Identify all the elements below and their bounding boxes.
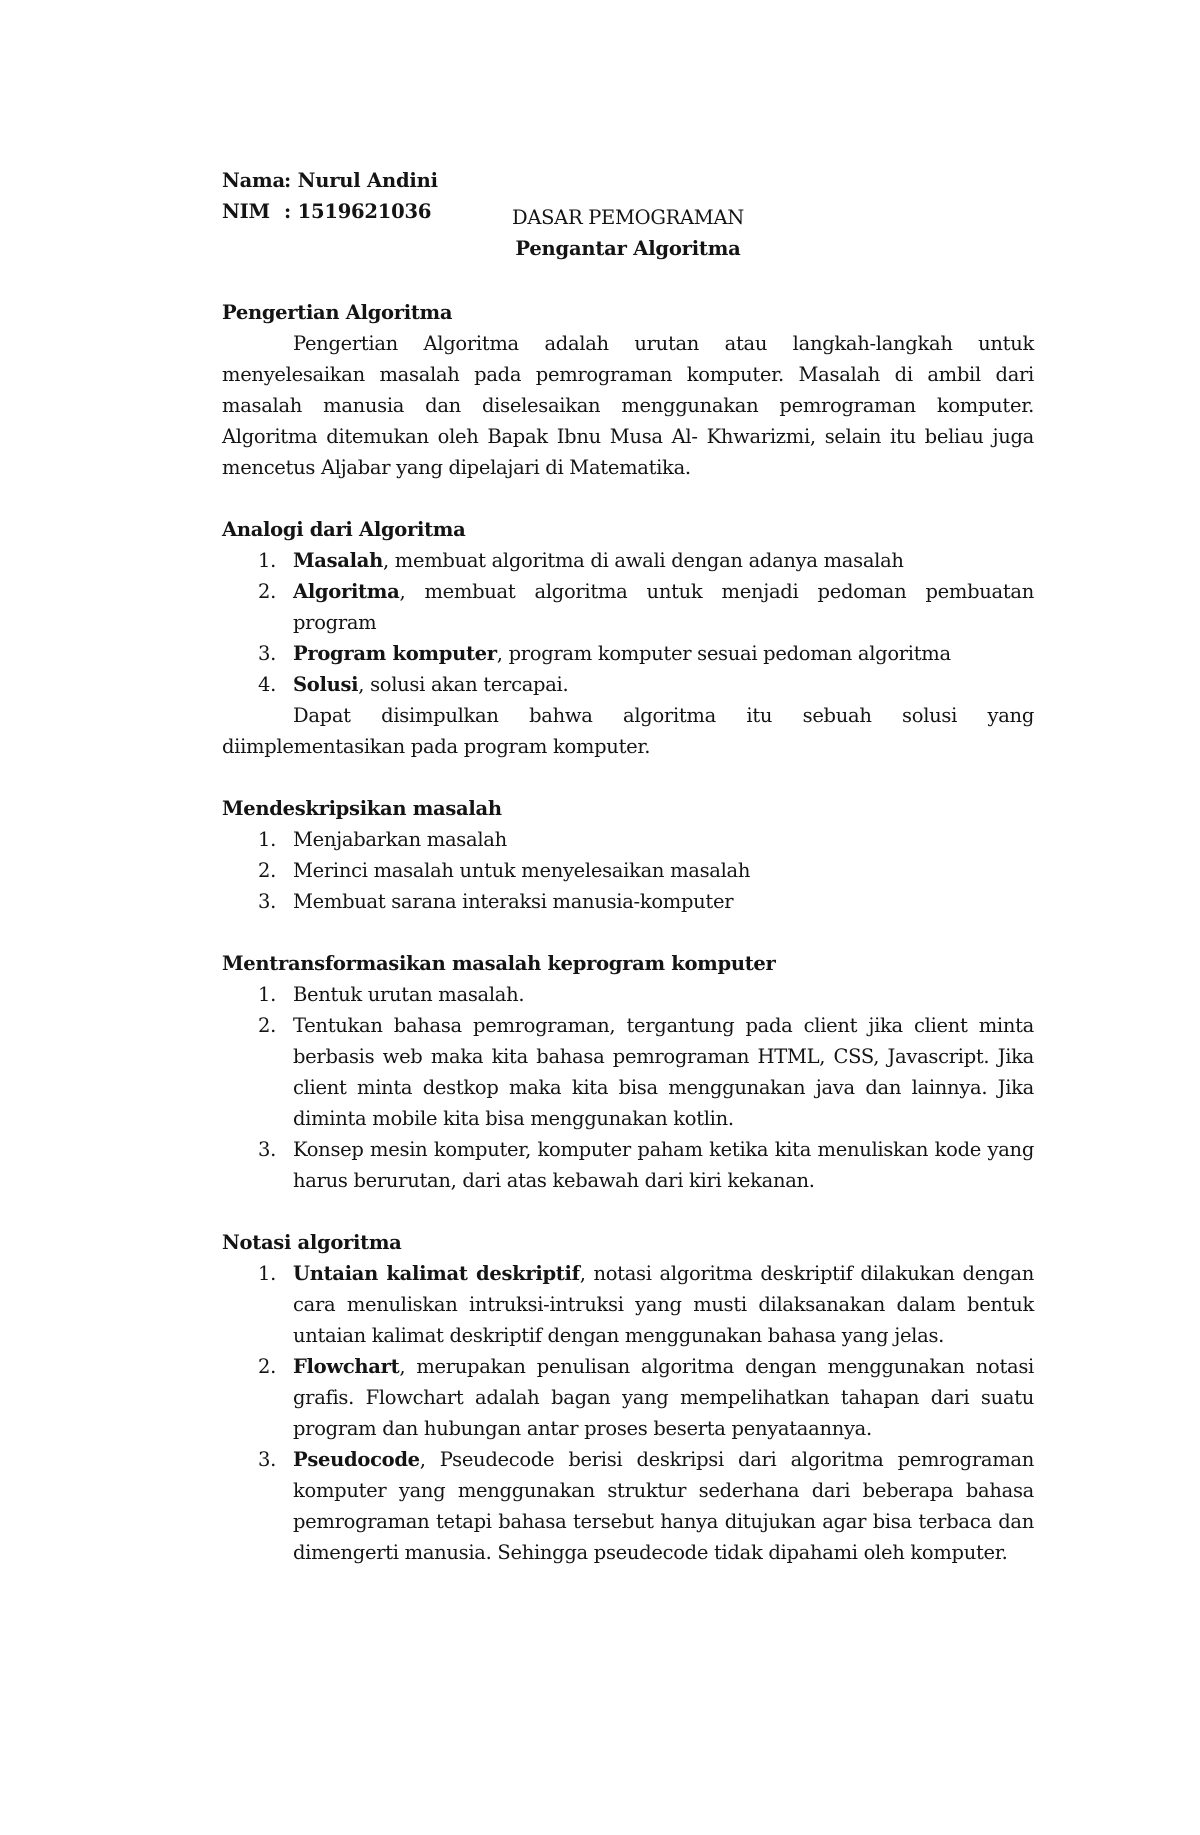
- list-number: 3.: [258, 890, 277, 913]
- list-number: 3.: [258, 1448, 277, 1471]
- list-item: [222, 669, 1034, 700]
- list-text: , notasi algoritma deskriptif dilakukan dengan cara menuliskan intruksi-intruksi yang musti dilaksanakan dalam bentuk untaian kalimat deskriptif dengan menggunakan bahasa yang jelas.: [293, 1262, 1034, 1347]
- conclusion-paragraph: Dapat disimpulkan bahwa algoritma itu sebuah solusi yang diimplementasikan pada program komputer.: [222, 704, 1034, 758]
- list-item: [222, 638, 1034, 669]
- list-number: 2.: [258, 580, 277, 603]
- list-item: [222, 1134, 1034, 1196]
- analogi-list: [222, 545, 1034, 700]
- list-text: Membuat sarana interaksi manusia-komputer: [293, 890, 734, 913]
- list-item: [222, 1351, 1034, 1444]
- list-text: , membuat algoritma untuk menjadi pedoman pembuatan program: [293, 580, 1034, 634]
- list-term: Program komputer: [293, 642, 497, 665]
- list-item: [222, 824, 1034, 855]
- section-pengertian: [222, 297, 1034, 483]
- list-item: [222, 545, 1034, 576]
- section-heading: Analogi dari Algoritma: [222, 518, 466, 541]
- section-mentransformasikan: [222, 948, 1034, 1196]
- list-number: 3.: [258, 642, 277, 665]
- nim-value: : 1519621036: [284, 200, 432, 223]
- list-number: 2.: [258, 1355, 277, 1378]
- document-header: [222, 165, 1034, 266]
- list-number: 4.: [258, 673, 277, 696]
- section-mendeskripsikan: [222, 793, 1034, 917]
- list-text: Tentukan bahasa pemrograman, tergantung pada client jika client minta berbasis web maka kita bahasa pemrograman HTML, CSS, Javascript. Jika client minta destkop maka kita bisa menggunakan java dan lainnya. Jika diminta mobile kita bisa menggunakan kotlin.: [293, 1014, 1034, 1130]
- list-item: [222, 886, 1034, 917]
- name-value: : Nurul Andini: [284, 169, 438, 192]
- mendeskripsikan-list: [222, 824, 1034, 917]
- document-page: [222, 165, 1034, 1568]
- section-paragraph: Pengertian Algoritma adalah urutan atau langkah-langkah untuk menyelesaikan masalah pada pemrograman komputer. Masalah di ambil dari masalah manusia dan diselesaikan menggunakan pemrograman komputer. Algoritma ditemukan oleh Bapak Ibnu Musa Al- Khwarizmi, selain itu beliau juga mencetus Aljabar yang dipelajari di Matematika.: [222, 332, 1034, 479]
- name-label: Nama: [222, 169, 285, 192]
- list-term: Pseudocode: [293, 1448, 420, 1471]
- document-title: DASAR PEMOGRAMAN: [512, 206, 744, 229]
- section-heading: Mentransformasikan masalah keprogram komputer: [222, 952, 776, 975]
- list-text: , program komputer sesuai pedoman algoritma: [496, 642, 951, 665]
- notasi-list: [222, 1258, 1034, 1568]
- nim-label: NIM: [222, 200, 270, 223]
- section-heading: Pengertian Algoritma: [222, 301, 453, 324]
- list-term: Solusi: [293, 673, 359, 696]
- section-analogi: [222, 514, 1034, 762]
- list-number: 2.: [258, 1014, 277, 1037]
- list-item: [222, 1010, 1034, 1134]
- list-text: Menjabarkan masalah: [293, 828, 507, 851]
- list-item: [222, 855, 1034, 886]
- list-term: Algoritma: [293, 580, 400, 603]
- list-item: [222, 1258, 1034, 1351]
- list-item: [222, 576, 1034, 638]
- list-number: 1.: [258, 983, 277, 1006]
- list-text: Merinci masalah untuk menyelesaikan masalah: [293, 859, 751, 882]
- title-block: [222, 202, 1034, 264]
- document-subtitle: Pengantar Algoritma: [515, 237, 741, 260]
- list-number: 1.: [258, 549, 277, 572]
- list-number: 1.: [258, 1262, 277, 1285]
- list-number: 3.: [258, 1138, 277, 1161]
- name-row: [222, 165, 438, 196]
- list-text: Konsep mesin komputer, komputer paham ketika kita menuliskan kode yang harus berurutan, dari atas kebawah dari kiri kekanan.: [293, 1138, 1034, 1192]
- list-item: [222, 979, 1034, 1010]
- list-term: Masalah: [293, 549, 383, 572]
- section-notasi: [222, 1227, 1034, 1568]
- list-text: , solusi akan tercapai.: [358, 673, 569, 696]
- list-text: Bentuk urutan masalah.: [293, 983, 525, 1006]
- list-term: Flowchart: [293, 1355, 400, 1378]
- list-item: [222, 1444, 1034, 1568]
- list-text: , merupakan penulisan algoritma dengan menggunakan notasi grafis. Flowchart adalah bagan yang mempelihatkan tahapan dari suatu program dan hubungan antar proses beserta penyataannya.: [293, 1355, 1034, 1440]
- section-heading: Notasi algoritma: [222, 1231, 402, 1254]
- list-number: 1.: [258, 828, 277, 851]
- list-text: , membuat algoritma di awali dengan adanya masalah: [382, 549, 904, 572]
- list-number: 2.: [258, 859, 277, 882]
- list-text: , Pseudecode berisi deskripsi dari algoritma pemrograman komputer yang menggunakan struktur sederhana dari beberapa bahasa pemrograman tetapi bahasa tersebut hanya ditujukan agar bisa terbaca dan dimengerti manusia. Sehingga pseudecode tidak dipahami oleh komputer.: [293, 1448, 1034, 1564]
- mentransformasikan-list: [222, 979, 1034, 1196]
- section-heading: Mendeskripsikan masalah: [222, 797, 502, 820]
- list-term: Untaian kalimat deskriptif: [293, 1262, 580, 1285]
